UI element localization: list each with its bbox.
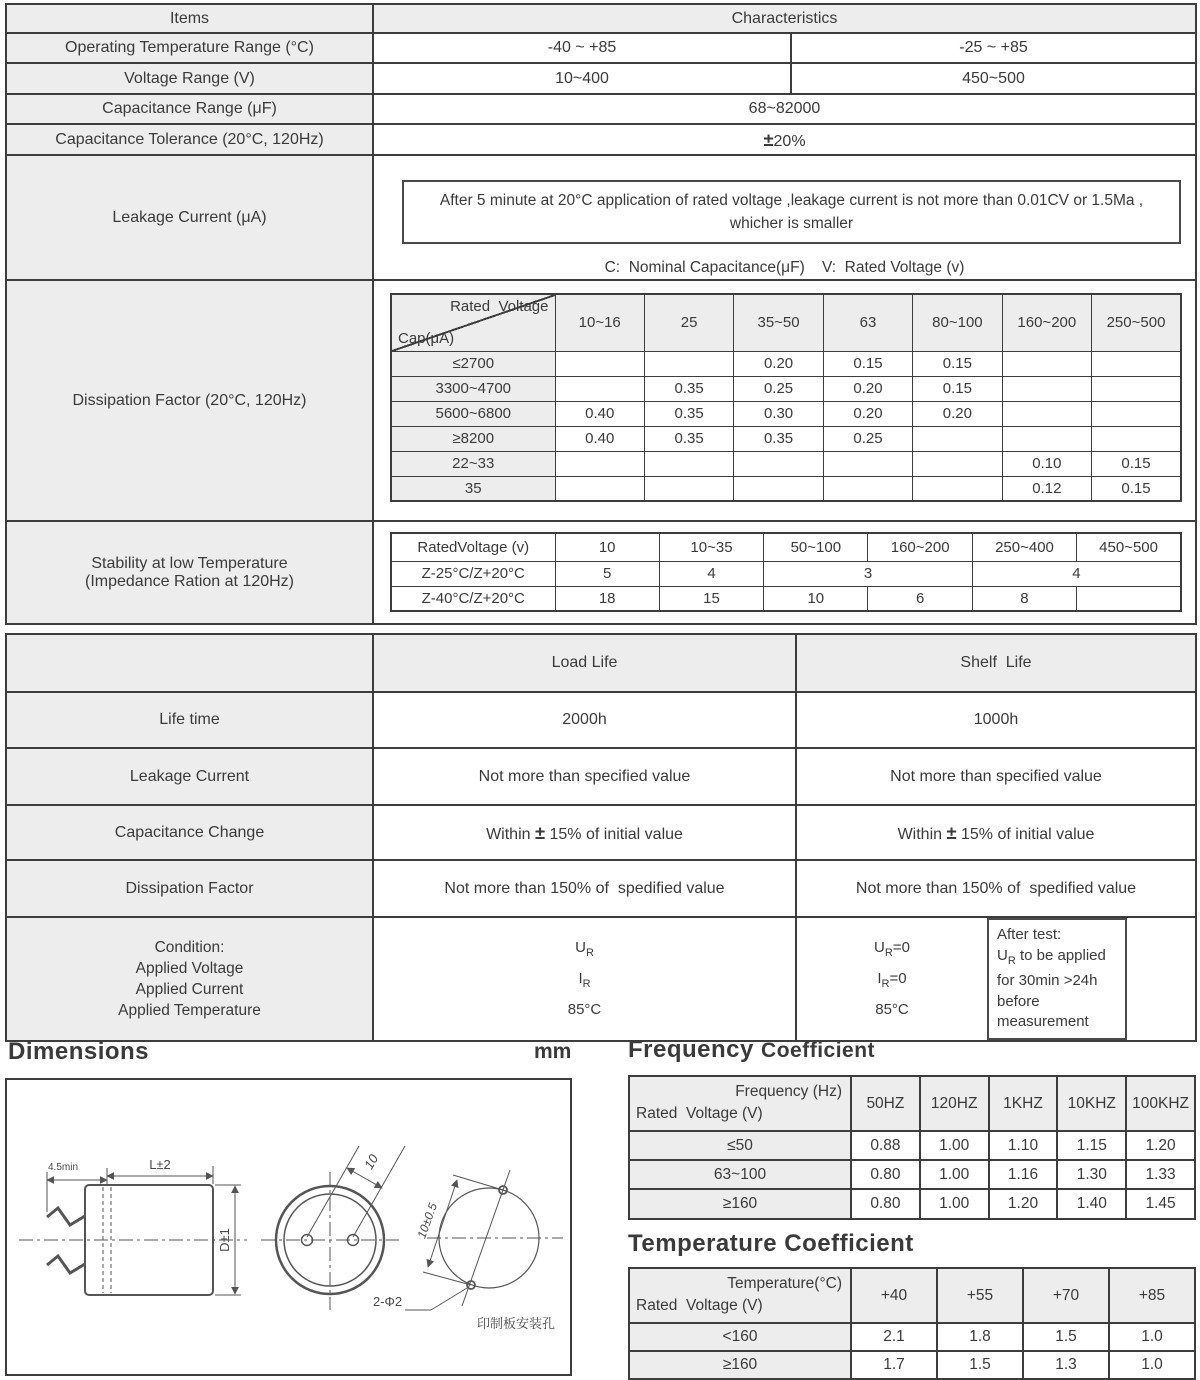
df-cell: 0.35	[644, 426, 733, 451]
life-leakage-load: Not more than specified value	[373, 748, 796, 805]
operating-temp-left: -40 ~ +85	[373, 33, 791, 63]
voltage-range-row	[6, 63, 1196, 94]
df-row-4	[391, 451, 1181, 476]
after-test-line1: After test:	[997, 926, 1062, 943]
ext-line	[423, 1272, 471, 1285]
voltage-range-label: Voltage Range (V)	[6, 63, 373, 94]
u-symbol: U	[874, 939, 885, 957]
capacitance-tolerance-label: Capacitance Tolerance (20°C, 120Hz)	[6, 124, 373, 155]
fc-cell: 1.00	[920, 1189, 989, 1219]
fc-row-2-label: ≥160	[629, 1189, 851, 1219]
dimension-diagram-box	[5, 1078, 572, 1376]
leakage-current-label: Leakage Current (μA)	[6, 155, 373, 280]
fc-col-4: 100KHZ	[1126, 1076, 1195, 1131]
dim-line-pitch	[347, 1168, 382, 1188]
stability-z40-c2: 10	[764, 586, 868, 611]
df-row-0-label: ≤2700	[391, 351, 555, 376]
df-corner-top: Rated Voltage	[450, 298, 549, 315]
capacitance-change-shelf	[796, 805, 1196, 860]
operating-temp-right: -25 ~ +85	[791, 33, 1196, 63]
lead-top	[47, 1208, 85, 1225]
fc-corner-top: Frequency (Hz)	[735, 1083, 842, 1100]
stability-z25-row	[391, 561, 1181, 586]
tc-cell: 1.8	[937, 1323, 1023, 1351]
fc-col-3: 10KHZ	[1057, 1076, 1126, 1131]
life-time-row	[6, 692, 1196, 748]
frequency-coefficient-table	[628, 1075, 1196, 1220]
df-cell	[1092, 401, 1181, 426]
after-test-line5: measurement	[997, 1013, 1089, 1030]
tc-cell: 1.7	[851, 1351, 937, 1379]
stability-cell-v5: 450~500	[1077, 533, 1181, 561]
df-cell	[1002, 401, 1091, 426]
df-cell: 0.40	[555, 401, 644, 426]
plus-minus-sign: ±	[534, 821, 546, 843]
temperature-coefficient-table	[628, 1267, 1196, 1380]
applied-voltage-shelf	[797, 935, 987, 966]
life-dissipation-shelf: Not more than 150% of spedified value	[796, 860, 1196, 917]
df-row-0	[391, 351, 1181, 376]
df-cell: 0.20	[913, 401, 1002, 426]
df-cell	[823, 476, 912, 501]
after-test-line2	[997, 946, 1117, 972]
freq-title-word1: Frequency	[628, 1036, 754, 1063]
u-symbol: U	[575, 939, 586, 957]
voltage-range-left: 10~400	[373, 63, 791, 94]
stability-z25-label: Z-25°C/Z+20°C	[391, 561, 555, 586]
plus-minus-sign: ±	[946, 821, 957, 843]
fc-col-2: 1KHZ	[989, 1076, 1058, 1131]
items-header: Items	[6, 4, 373, 33]
fc-col-1: 120HZ	[920, 1076, 989, 1131]
label-body-diameter: D±1	[217, 1228, 232, 1252]
df-cell: 0.15	[1092, 476, 1181, 501]
leakage-note-line1: After 5 minute at 20°C application of rated voltage ,leakage current is not more than 0.01CV or 1.5Ma ,	[439, 192, 1144, 209]
df-cell	[555, 451, 644, 476]
fc-cell: 1.15	[1057, 1131, 1126, 1160]
stability-label-line2: (Impedance Ration at 120Hz)	[85, 572, 294, 590]
stability-z25-c0: 5	[555, 561, 659, 586]
condition-shelf-values	[797, 935, 987, 1022]
temp-title-word2: Coefficient	[784, 1230, 914, 1257]
spec-table	[5, 3, 1197, 625]
label-terminal-pitch: 10	[360, 1151, 382, 1172]
plus-minus-sign: ±	[763, 128, 774, 150]
df-col-4: 80~100	[913, 294, 1002, 351]
tc-col-2: +70	[1023, 1268, 1109, 1323]
df-cell	[644, 451, 733, 476]
operating-temp-label: Operating Temperature Range (°C)	[6, 33, 373, 63]
df-cell: 0.15	[823, 351, 912, 376]
stability-table	[390, 532, 1182, 612]
stability-z40-row	[391, 586, 1181, 611]
df-col-0: 10~16	[555, 294, 644, 351]
life-leakage-shelf: Not more than specified value	[796, 748, 1196, 805]
temperature-coefficient-title	[628, 1230, 914, 1258]
capacitance-change-load	[373, 805, 796, 860]
stability-cell-v3: 160~200	[868, 533, 972, 561]
fc-cell: 1.00	[920, 1160, 989, 1189]
ext-line	[453, 1175, 503, 1190]
load-life-header: Load Life	[373, 634, 796, 692]
cc-post: 15% of initial value	[956, 825, 1095, 843]
condition-load-cell	[373, 917, 796, 1041]
life-leakage-label: Leakage Current	[6, 748, 373, 805]
u-subscript: R	[585, 947, 594, 960]
applied-temp-load: 85°C	[567, 1001, 602, 1019]
life-table	[5, 633, 1197, 1042]
applied-temp-shelf: 85°C	[875, 1001, 909, 1019]
stability-voltage-label: RatedVoltage (v)	[391, 533, 555, 561]
operating-temp-row	[6, 33, 1196, 63]
stability-row	[6, 521, 1196, 624]
voltage-range-right: 450~500	[791, 63, 1196, 94]
df-col-5: 160~200	[1002, 294, 1091, 351]
label-hole-pitch: 10±0.5	[414, 1201, 441, 1241]
applied-current-load	[378, 966, 791, 997]
stability-z40-c0: 18	[555, 586, 659, 611]
fc-cell: 0.80	[851, 1189, 920, 1219]
df-cell: 0.25	[823, 426, 912, 451]
df-cell: 0.15	[913, 376, 1002, 401]
df-cell: 0.15	[913, 351, 1002, 376]
i-subscript: R	[881, 978, 890, 991]
df-cell	[644, 351, 733, 376]
i-subscript: R	[582, 978, 591, 991]
capacitance-tolerance-row	[6, 124, 1196, 155]
label-hole-note: 印制板安装孔	[477, 1316, 556, 1331]
after-test-line2-rest: to be applied	[1015, 946, 1106, 964]
after-test-note	[987, 918, 1127, 1040]
fc-row-0	[629, 1131, 1195, 1160]
tc-cell: 2.1	[851, 1323, 937, 1351]
df-cell	[555, 351, 644, 376]
cc-post: 15% of initial value	[545, 825, 683, 843]
df-col-1: 25	[644, 294, 733, 351]
life-dissipation-load: Not more than 150% of spedified value	[373, 860, 796, 917]
capacitance-change-label: Capacitance Change	[6, 805, 373, 860]
label-hole-spec: 2-Φ2	[373, 1294, 403, 1309]
fc-row-0-label: ≤50	[629, 1131, 851, 1160]
fc-cell: 1.16	[989, 1160, 1058, 1189]
stability-cell-v4: 250~400	[972, 533, 1076, 561]
i-equals-zero: =0	[889, 970, 907, 988]
fc-corner-cell	[629, 1076, 851, 1131]
condition-line4: Applied Temperature	[118, 1001, 261, 1019]
stability-voltage-row	[391, 533, 1181, 561]
df-cell	[1002, 351, 1091, 376]
fc-cell: 0.80	[851, 1160, 920, 1189]
tc-row-1-label: ≥160	[629, 1351, 851, 1379]
fc-cell: 1.33	[1126, 1160, 1195, 1189]
tc-row-1	[629, 1351, 1195, 1379]
capacitance-tolerance-value	[373, 124, 1196, 155]
df-col-2: 35~50	[734, 294, 823, 351]
df-cell	[734, 451, 823, 476]
df-cell	[1002, 376, 1091, 401]
leakage-legend: C: Nominal Capacitance(μF) V: Rated Voltage (v)	[604, 259, 965, 276]
tc-cell: 1.0	[1109, 1323, 1195, 1351]
stability-label	[6, 521, 373, 624]
life-time-label: Life time	[6, 692, 373, 748]
capacitance-range-value: 68~82000	[373, 94, 1196, 124]
df-cell	[1092, 351, 1181, 376]
stability-cell-v0: 10	[555, 533, 659, 561]
mounting-hole-view	[405, 1170, 563, 1310]
df-row-2	[391, 401, 1181, 426]
fc-cell: 1.40	[1057, 1189, 1126, 1219]
life-leakage-row	[6, 748, 1196, 805]
fc-header-row	[629, 1076, 1195, 1131]
leader-line	[431, 1288, 467, 1310]
applied-current-shelf	[797, 966, 987, 997]
fc-cell: 1.20	[1126, 1131, 1195, 1160]
df-cell	[1092, 426, 1181, 451]
condition-line3: Applied Current	[135, 980, 244, 998]
fc-cell: 1.00	[920, 1131, 989, 1160]
stability-z40-c4: 8	[972, 586, 1076, 611]
temp-title-word1: Temperature	[628, 1230, 778, 1257]
freq-title-word2: Coefficient	[761, 1039, 876, 1062]
df-cell: 0.30	[734, 401, 823, 426]
stability-z25-c1: 4	[659, 561, 763, 586]
stability-cell-v2: 50~100	[764, 533, 868, 561]
stability-z40-c5	[1077, 586, 1181, 611]
fc-row-1	[629, 1160, 1195, 1189]
condition-row	[6, 917, 1196, 1041]
df-cell: 0.10	[1002, 451, 1091, 476]
df-cell	[913, 476, 1002, 501]
tc-row-0-label: <160	[629, 1323, 851, 1351]
i-symbol: I	[578, 970, 583, 988]
tc-corner-bottom: Rated Voltage (V)	[636, 1297, 763, 1314]
df-cell: 0.12	[1002, 476, 1091, 501]
dissipation-factor-label: Dissipation Factor (20°C, 120Hz)	[6, 280, 373, 521]
applied-voltage-load	[378, 935, 791, 966]
df-cell	[913, 451, 1002, 476]
i-symbol: I	[877, 970, 882, 988]
after-test-line3: for 30min >24h	[997, 972, 1098, 989]
stability-z25-c45: 4	[972, 561, 1181, 586]
leakage-current-cell	[373, 155, 1196, 280]
dissipation-table	[390, 293, 1182, 502]
cc-pre: Within	[486, 825, 535, 843]
df-row-2-label: 5600~6800	[391, 401, 555, 426]
df-cell: 0.20	[823, 401, 912, 426]
label-body-length: L±2	[149, 1157, 171, 1172]
lead-bottom	[47, 1256, 85, 1273]
life-time-shelf: 1000h	[796, 692, 1196, 748]
stability-cell	[373, 521, 1196, 624]
df-row-5	[391, 476, 1181, 501]
df-row-4-label: 22~33	[391, 451, 555, 476]
dissipation-factor-row	[6, 280, 1196, 521]
df-cell: 0.15	[1092, 451, 1181, 476]
fc-row-2	[629, 1189, 1195, 1219]
tc-col-3: +85	[1109, 1268, 1195, 1323]
condition-load-values	[378, 935, 791, 1022]
df-cell: 0.40	[555, 426, 644, 451]
df-row-3-label: ≥8200	[391, 426, 555, 451]
df-cell: 0.35	[644, 401, 733, 426]
df-corner-cell	[391, 294, 555, 351]
stability-z40-c1: 15	[659, 586, 763, 611]
tc-cell: 1.0	[1109, 1351, 1195, 1379]
df-cell: 0.25	[734, 376, 823, 401]
df-col-6: 250~500	[1092, 294, 1181, 351]
shelf-life-header: Shelf Life	[796, 634, 1196, 692]
dimensions-title: Dimensions	[8, 1038, 150, 1065]
leakage-current-row	[6, 155, 1196, 280]
fc-corner-bottom: Rated Voltage (V)	[636, 1105, 763, 1122]
df-cell	[913, 426, 1002, 451]
stability-z40-c3: 6	[868, 586, 972, 611]
tc-row-0	[629, 1323, 1195, 1351]
condition-shelf-cell	[796, 917, 1196, 1041]
condition-label	[6, 917, 373, 1041]
capacitance-change-row	[6, 805, 1196, 860]
stability-cell-v1: 10~35	[659, 533, 763, 561]
life-dissipation-row	[6, 860, 1196, 917]
cc-pre: Within	[897, 825, 947, 843]
df-row-1	[391, 376, 1181, 401]
capacitance-range-row	[6, 94, 1196, 124]
frequency-coefficient-title	[628, 1036, 875, 1064]
condition-line2: Applied Voltage	[135, 959, 244, 977]
fc-cell: 1.45	[1126, 1189, 1195, 1219]
condition-label-lines	[11, 937, 368, 1021]
u-subscript: R	[1007, 954, 1016, 967]
spec-header-row	[6, 4, 1196, 33]
df-cell: 0.35	[734, 426, 823, 451]
stability-z25-c23: 3	[764, 561, 973, 586]
capacitor-bottom-view	[261, 1146, 405, 1310]
df-cell	[1002, 426, 1091, 451]
df-cell	[555, 376, 644, 401]
df-cell	[644, 476, 733, 501]
u-subscript: R	[884, 947, 893, 960]
tc-cell: 1.5	[1023, 1323, 1109, 1351]
life-header-row	[6, 634, 1196, 692]
after-test-line4: before	[997, 992, 1040, 1010]
fc-cell: 1.30	[1057, 1160, 1126, 1189]
dimensions-unit: mm	[534, 1040, 572, 1063]
df-cell	[1092, 376, 1181, 401]
df-corner-bottom: Cap(μA)	[398, 329, 455, 347]
tc-corner-top: Temperature(°C)	[727, 1275, 842, 1292]
life-header-empty	[6, 634, 373, 692]
fc-cell: 1.10	[989, 1131, 1058, 1160]
stability-label-line1: Stability at low Temperature	[91, 554, 288, 572]
condition-shelf-flex	[797, 918, 1195, 1040]
stability-z40-label: Z-40°C/Z+20°C	[391, 586, 555, 611]
capacitance-range-label: Capacitance Range (μF)	[6, 94, 373, 124]
df-row-1-label: 3300~4700	[391, 376, 555, 401]
fc-cell: 0.88	[851, 1131, 920, 1160]
characteristics-header: Characteristics	[373, 4, 1196, 33]
df-header-row	[391, 294, 1181, 351]
u-equals-zero: =0	[892, 939, 910, 957]
tc-col-0: +40	[851, 1268, 937, 1323]
capacitor-dimension-diagram	[7, 1080, 570, 1374]
fc-cell: 1.20	[989, 1189, 1058, 1219]
df-cell	[555, 476, 644, 501]
life-time-load: 2000h	[373, 692, 796, 748]
tc-cell: 1.3	[1023, 1351, 1109, 1379]
df-cell: 0.35	[644, 376, 733, 401]
df-cell	[823, 451, 912, 476]
tc-header-row	[629, 1268, 1195, 1323]
tolerance-percent: 20%	[773, 132, 806, 150]
life-dissipation-label: Dissipation Factor	[6, 860, 373, 917]
label-lead-min: 4.5min	[47, 1162, 79, 1173]
df-cell	[734, 476, 823, 501]
leakage-note-box	[402, 180, 1181, 244]
tc-cell: 1.5	[937, 1351, 1023, 1379]
fc-row-1-label: 63~100	[629, 1160, 851, 1189]
fc-col-0: 50HZ	[851, 1076, 920, 1131]
u-symbol: U	[997, 946, 1008, 964]
tc-col-1: +55	[937, 1268, 1023, 1323]
df-cell: 0.20	[734, 351, 823, 376]
tc-corner-cell	[629, 1268, 851, 1323]
df-col-3: 63	[823, 294, 912, 351]
df-row-5-label: 35	[391, 476, 555, 501]
dissipation-factor-cell	[373, 280, 1196, 521]
condition-line1: Condition:	[154, 938, 225, 956]
df-cell: 0.20	[823, 376, 912, 401]
df-row-3	[391, 426, 1181, 451]
leakage-note-line2: whicher is smaller	[729, 215, 854, 232]
capacitor-side-view	[19, 1166, 247, 1295]
